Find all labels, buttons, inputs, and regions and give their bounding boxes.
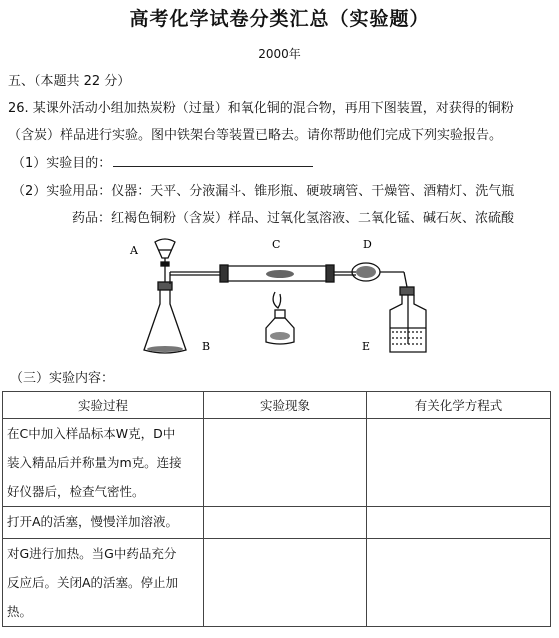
gas-washing-bottle-e (390, 287, 426, 352)
alcohol-lamp (266, 292, 294, 344)
materials-reagents: 药品：红褐色铜粉（含炭）样品、过氧化氢溶液、二氧化锰、碱石灰、浓硫酸 (72, 211, 515, 226)
answer-blank (113, 154, 313, 167)
equation-cell[interactable] (367, 539, 551, 627)
question-intro-line1: 26. 某课外活动小组加热炭粉（过量）和氧化铜的混合物，再用下图装置，对获得的铜粉 (8, 101, 514, 116)
equation-cell[interactable] (367, 419, 551, 507)
phenomenon-cell[interactable] (204, 507, 367, 539)
materials-instruments: （2）实验用品：仪器：天平、分液漏斗、锥形瓶、硬玻璃管、干燥管、酒精灯、洗气瓶 (12, 184, 515, 199)
process-cell (3, 539, 204, 627)
question-intro-line2: （含炭）样品进行实验。图中铁架台等装置已略去。请你帮助他们完成下列实验报告。 (8, 128, 503, 143)
header-phenomenon: 实验现象 (204, 392, 367, 419)
process-line: 好仪器后，检查气密性。 (7, 484, 145, 499)
process-line: 对G进行加热。当G中药品充分 (7, 546, 177, 561)
purpose-line (12, 152, 313, 171)
label-e: E (362, 340, 371, 353)
exam-year: 2000年 (258, 47, 301, 61)
page-title: 高考化学试卷分类汇总（实验题） (129, 8, 430, 30)
label-c: C (272, 238, 281, 251)
label-d: D (363, 238, 372, 251)
header-process: 实验过程 (3, 392, 204, 419)
process-cell (3, 507, 204, 539)
section-heading: 五、（本题共 22 分） (8, 74, 131, 89)
table-row (3, 539, 551, 627)
apparatus-diagram (120, 232, 440, 358)
process-line: 热。 (7, 604, 33, 619)
experiment-table (2, 391, 551, 627)
conical-flask-b (144, 272, 225, 353)
content-heading: （三）实验内容： (10, 371, 115, 386)
process-line: 打开A的活塞，慢慢洋加溶液。 (7, 514, 179, 529)
phenomenon-cell[interactable] (204, 539, 367, 627)
phenomenon-cell[interactable] (204, 419, 367, 507)
header-equation: 有关化学方程式 (367, 392, 551, 419)
table-row (3, 419, 551, 507)
process-line: 在C中加入样品标本W克，D中 (7, 426, 176, 441)
hard-glass-tube-g (220, 265, 356, 282)
process-line: 装入精品后并称量为m克。连接 (7, 455, 182, 470)
table-row (3, 507, 551, 539)
label-a: A (130, 244, 138, 257)
label-b: B (202, 340, 211, 353)
process-cell (3, 419, 204, 507)
process-line: 反应后。关闭A的活塞。停止加 (7, 575, 179, 590)
purpose-label: （1）实验目的： (12, 156, 112, 171)
equation-cell[interactable] (367, 507, 551, 539)
table-header-row (3, 392, 551, 419)
